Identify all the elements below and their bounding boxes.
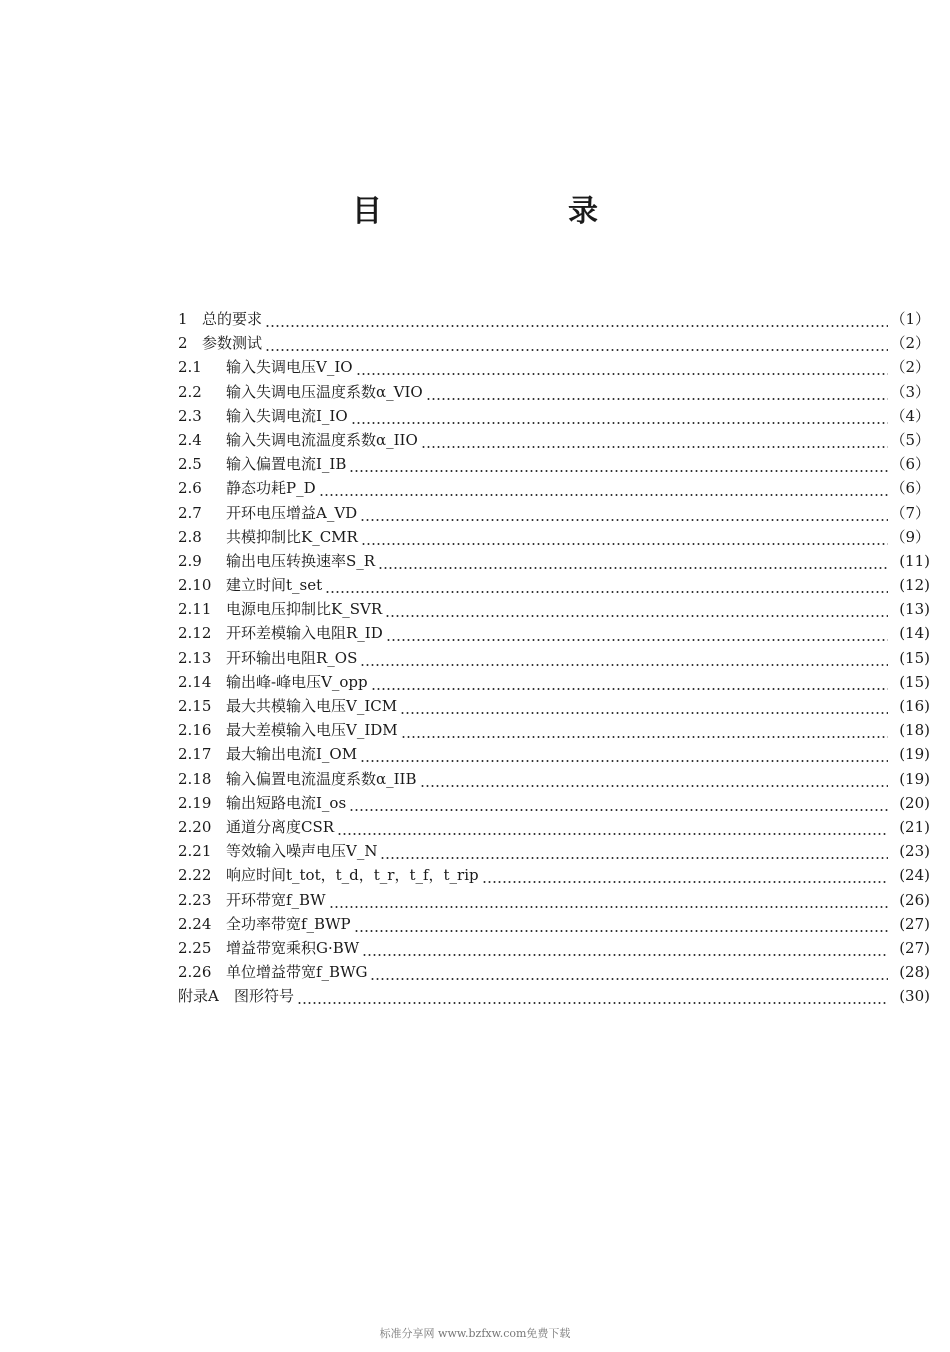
toc-entry-title: 最大差模输入电压V_IDM bbox=[226, 721, 398, 740]
toc-entry-number: 2.23 bbox=[178, 890, 212, 909]
toc-entry-number: 2.26 bbox=[178, 963, 212, 982]
toc-entry-title: 开环输出电阻R_OS bbox=[226, 648, 358, 667]
toc-entry-number: 2.12 bbox=[178, 624, 212, 643]
toc-entry-number: 2.17 bbox=[178, 745, 212, 764]
dot-leader bbox=[420, 768, 888, 792]
toc-entry-title: 总的要求 bbox=[202, 310, 263, 328]
toc-entry-number: 2.19 bbox=[178, 793, 212, 812]
toc-entry-title: 图形符号 bbox=[234, 987, 295, 1006]
toc-entry-page: （2） bbox=[890, 358, 930, 377]
dot-leader bbox=[329, 889, 889, 913]
toc-entry-title: 开环带宽f_BW bbox=[226, 890, 326, 909]
toc-entry-page: (11) bbox=[899, 551, 930, 570]
toc-entry-page: (18) bbox=[899, 721, 930, 740]
toc-entry-title: 输出电压转换速率S_R bbox=[226, 551, 376, 570]
toc-entry-title: 输入失调电压温度系数α_VIO bbox=[226, 382, 423, 401]
toc-entry[interactable] bbox=[178, 477, 930, 501]
toc-entry-page: (27) bbox=[899, 938, 930, 957]
page-title: 目 录 bbox=[352, 194, 676, 229]
dot-leader bbox=[361, 526, 888, 550]
dot-leader bbox=[265, 332, 888, 356]
toc-entry[interactable] bbox=[178, 598, 930, 622]
dot-leader bbox=[362, 937, 888, 961]
toc-entry-title: 输出峰-峰电压V_opp bbox=[226, 672, 368, 691]
toc-entry-page: (23) bbox=[899, 842, 930, 861]
toc-entry-number: 2.4 bbox=[178, 430, 202, 449]
toc-entry-title: 输入偏置电流I_IB bbox=[226, 455, 347, 474]
toc-entry[interactable] bbox=[178, 502, 930, 526]
toc-entry-page: （3） bbox=[890, 382, 930, 401]
toc-entry-number: 2.11 bbox=[178, 600, 212, 619]
dot-leader bbox=[297, 985, 888, 1009]
toc-entry-title: 输出短路电流I_os bbox=[226, 793, 347, 812]
toc-entry-page: (26) bbox=[899, 890, 930, 909]
toc-entry[interactable] bbox=[178, 913, 930, 937]
toc-entry-number: 2.6 bbox=[178, 479, 202, 498]
toc-entry-number: 2.20 bbox=[178, 817, 212, 836]
dot-leader bbox=[349, 453, 888, 477]
toc-entry[interactable] bbox=[178, 719, 930, 743]
toc-entry-number: 2.8 bbox=[178, 527, 202, 546]
toc-entry-page: （1） bbox=[890, 310, 930, 328]
toc-entry-title: 响应时间t_tot，t_d，t_r，t_f，t_rip bbox=[226, 866, 479, 885]
toc-entry[interactable] bbox=[178, 768, 930, 792]
toc-entry-page: (15) bbox=[899, 672, 930, 691]
toc-entry-number: 2.21 bbox=[178, 842, 212, 861]
dot-leader bbox=[360, 743, 888, 767]
toc-entry[interactable] bbox=[178, 356, 930, 380]
toc-entry-title: 开环电压增益A_VD bbox=[226, 503, 358, 522]
dot-leader bbox=[351, 405, 888, 429]
toc-entry-title: 最大输出电流I_OM bbox=[226, 745, 358, 764]
toc-entry-page: （4） bbox=[890, 406, 930, 425]
toc-entry-number: 2.9 bbox=[178, 551, 202, 570]
toc-entry-title: 输入失调电压V_IO bbox=[226, 358, 353, 377]
toc-entry[interactable] bbox=[178, 647, 930, 671]
toc-entry-title: 输入失调电流I_IO bbox=[226, 406, 348, 425]
toc-entry-title: 增益带宽乘积G·BW bbox=[226, 938, 360, 957]
toc-entry-title: 等效输入噪声电压V_N bbox=[226, 842, 378, 861]
toc-entry-title: 全功率带宽f_BWP bbox=[226, 914, 351, 933]
toc-entry-number: 2.13 bbox=[178, 648, 212, 667]
toc-entry[interactable] bbox=[178, 792, 930, 816]
toc-entry-page: (16) bbox=[899, 697, 930, 715]
dot-leader bbox=[400, 695, 888, 719]
toc-entry[interactable] bbox=[178, 864, 930, 888]
toc-entry-page: (27) bbox=[899, 914, 930, 933]
toc-entry-number: 2.22 bbox=[178, 866, 212, 885]
toc-entry-title: 开环差模输入电阻R_ID bbox=[226, 624, 383, 643]
toc-entry-page: （2） bbox=[890, 334, 930, 353]
footer-watermark: 标准分享网 www.bzfxw.com免费下载 bbox=[379, 1327, 571, 1340]
toc-entry-title: 参数测试 bbox=[202, 334, 263, 353]
toc-entry-page: （7） bbox=[890, 503, 930, 522]
toc-entry-page: （9） bbox=[890, 527, 930, 546]
toc-entry-number: 2.7 bbox=[178, 503, 202, 522]
toc-entry-title: 通道分离度CSR bbox=[226, 817, 335, 836]
toc-entry-number: 2.16 bbox=[178, 721, 212, 740]
toc-entry[interactable] bbox=[178, 574, 930, 598]
toc-entry[interactable] bbox=[178, 840, 930, 864]
table-of-contents bbox=[178, 308, 930, 1009]
toc-entry-page: (19) bbox=[899, 769, 930, 788]
toc-entry[interactable] bbox=[178, 622, 930, 646]
toc-entry-number: 2.25 bbox=[178, 938, 212, 957]
toc-entry[interactable] bbox=[178, 550, 930, 574]
toc-entry-page: (13) bbox=[899, 600, 930, 619]
toc-entry[interactable] bbox=[178, 308, 930, 332]
toc-entry-number: 2.14 bbox=[178, 672, 212, 691]
dot-leader bbox=[378, 550, 888, 574]
dot-leader bbox=[325, 574, 888, 598]
toc-entry-page: (28) bbox=[899, 963, 930, 982]
toc-entry-page: (15) bbox=[899, 648, 930, 667]
toc-entry-page: (20) bbox=[899, 793, 930, 812]
toc-entry-title: 建立时间t_set bbox=[226, 576, 323, 595]
toc-entry-number: 1 bbox=[178, 310, 188, 328]
toc-entry-title: 输入偏置电流温度系数α_IIB bbox=[226, 769, 417, 788]
toc-entry[interactable] bbox=[178, 671, 930, 695]
dot-leader bbox=[401, 719, 888, 743]
dot-leader bbox=[482, 864, 888, 888]
dot-leader bbox=[356, 356, 888, 380]
toc-entry-page: (30) bbox=[899, 987, 930, 1006]
dot-leader bbox=[360, 502, 888, 526]
dot-leader bbox=[360, 647, 888, 671]
toc-entry-page: (19) bbox=[899, 745, 930, 764]
dot-leader bbox=[385, 598, 888, 622]
dot-leader bbox=[426, 381, 888, 405]
dot-leader bbox=[337, 816, 888, 840]
dot-leader bbox=[370, 961, 888, 985]
toc-entry-page: （5） bbox=[890, 430, 930, 449]
toc-entry-number: 2.10 bbox=[178, 576, 212, 595]
toc-entry-page: (14) bbox=[899, 624, 930, 643]
toc-entry-number: 2.3 bbox=[178, 406, 202, 425]
toc-entry[interactable] bbox=[178, 453, 930, 477]
toc-entry[interactable] bbox=[178, 937, 930, 961]
dot-leader bbox=[371, 671, 888, 695]
toc-entry-number: 2.15 bbox=[178, 697, 212, 715]
dot-leader bbox=[349, 792, 888, 816]
toc-entry-title: 电源电压抑制比K_SVR bbox=[226, 600, 383, 619]
toc-entry-number: 2 bbox=[178, 334, 188, 353]
toc-entry-title: 共模抑制比K_CMR bbox=[226, 527, 358, 546]
toc-entry-page: (21) bbox=[899, 817, 930, 836]
toc-entry-number: 2.5 bbox=[178, 455, 202, 474]
toc-entry[interactable] bbox=[178, 695, 930, 719]
toc-entry[interactable] bbox=[178, 889, 930, 913]
toc-entry-number: 2.24 bbox=[178, 914, 212, 933]
toc-entry-title: 单位增益带宽f_BWG bbox=[226, 963, 368, 982]
toc-entry-title: 输入失调电流温度系数α_IIO bbox=[226, 430, 418, 449]
toc-entry[interactable] bbox=[178, 332, 930, 356]
dot-leader bbox=[421, 429, 888, 453]
toc-entry-page: (24) bbox=[899, 866, 930, 885]
dot-leader bbox=[319, 477, 888, 501]
toc-entry-title: 静态功耗P_D bbox=[226, 479, 316, 498]
toc-entry[interactable] bbox=[178, 961, 930, 985]
toc-entry[interactable] bbox=[178, 381, 930, 405]
toc-entry[interactable] bbox=[178, 429, 930, 453]
dot-leader bbox=[386, 622, 888, 646]
dot-leader bbox=[354, 913, 888, 937]
toc-entry-number: 2.1 bbox=[178, 358, 202, 377]
dot-leader bbox=[380, 840, 888, 864]
toc-entry[interactable] bbox=[178, 526, 930, 550]
toc-entry-title: 最大共模输入电压V_ICM bbox=[226, 697, 398, 715]
toc-entry-page: （6） bbox=[890, 479, 930, 498]
toc-entry[interactable] bbox=[178, 985, 930, 1009]
toc-entry-number: 附录A bbox=[178, 987, 219, 1006]
toc-entry-number: 2.2 bbox=[178, 382, 202, 401]
toc-entry-page: (12) bbox=[899, 576, 930, 595]
toc-entry-page: （6） bbox=[890, 455, 930, 474]
toc-entry[interactable] bbox=[178, 816, 930, 840]
toc-entry-number: 2.18 bbox=[178, 769, 212, 788]
toc-entry[interactable] bbox=[178, 743, 930, 767]
dot-leader bbox=[265, 308, 888, 332]
toc-entry[interactable] bbox=[178, 405, 930, 429]
